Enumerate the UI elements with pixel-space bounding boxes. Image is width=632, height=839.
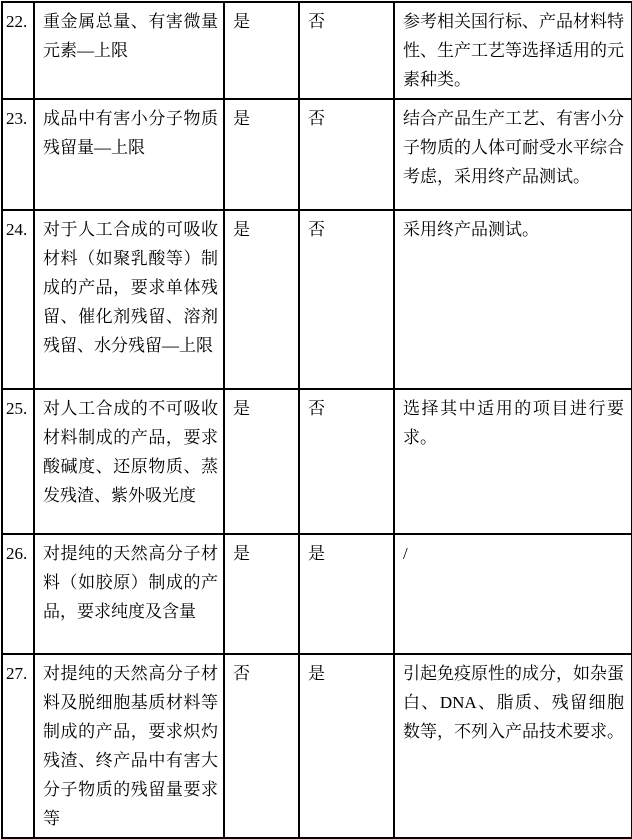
flag2-cell: 是 xyxy=(299,654,394,838)
note-cell: 引起免疫原性的成分，如杂蛋白、DNA、脂质、残留细胞数等，不列入产品技术要求。 xyxy=(394,654,632,838)
item-description-cell: 对人工合成的不可吸收材料制成的产品，要求酸碱度、还原物质、蒸发残渣、紫外吸光度 xyxy=(34,389,224,534)
table-row xyxy=(2,99,632,210)
flag2-cell: 否 xyxy=(299,99,394,210)
table-row xyxy=(2,534,632,654)
flag2-cell: 否 xyxy=(299,210,394,389)
row-number-cell: 27. xyxy=(2,654,34,838)
table-row xyxy=(2,389,632,534)
item-description-cell: 重金属总量、有害微量元素—上限 xyxy=(34,2,224,99)
item-description-cell: 对于人工合成的可吸收材料（如聚乳酸等）制成的产品，要求单体残留、催化剂残留、溶剂残留、水分残留—上限 xyxy=(34,210,224,389)
row-number-cell: 26. xyxy=(2,534,34,654)
note-cell: / xyxy=(394,534,632,654)
note-cell: 参考相关国行标、产品材料特性、生产工艺等选择适用的元素种类。 xyxy=(394,2,632,99)
flag1-cell: 是 xyxy=(224,2,299,99)
table-row xyxy=(2,210,632,389)
table-row xyxy=(2,654,632,838)
item-description-cell: 对提纯的天然高分子材料（如胶原）制成的产品，要求纯度及含量 xyxy=(34,534,224,654)
table-row xyxy=(2,2,632,99)
flag2-cell: 否 xyxy=(299,2,394,99)
row-number-cell: 22. xyxy=(2,2,34,99)
item-description-cell: 成品中有害小分子物质残留量—上限 xyxy=(34,99,224,210)
note-cell: 结合产品生产工艺、有害小分子物质的人体可耐受水平综合考虑，采用终产品测试。 xyxy=(394,99,632,210)
row-number-cell: 25. xyxy=(2,389,34,534)
flag2-cell: 是 xyxy=(299,534,394,654)
flag1-cell: 是 xyxy=(224,534,299,654)
flag2-cell: 否 xyxy=(299,389,394,534)
flag1-cell: 是 xyxy=(224,389,299,534)
note-cell: 选择其中适用的项目进行要求。 xyxy=(394,389,632,534)
flag1-cell: 否 xyxy=(224,654,299,838)
row-number-cell: 23. xyxy=(2,99,34,210)
note-cell: 采用终产品测试。 xyxy=(394,210,632,389)
requirements-table xyxy=(1,1,632,839)
flag1-cell: 是 xyxy=(224,99,299,210)
item-description-cell: 对提纯的天然高分子材料及脱细胞基质材料等制成的产品，要求炽灼残渣、终产品中有害大分子物质的残留量要求等 xyxy=(34,654,224,838)
flag1-cell: 是 xyxy=(224,210,299,389)
row-number-cell: 24. xyxy=(2,210,34,389)
